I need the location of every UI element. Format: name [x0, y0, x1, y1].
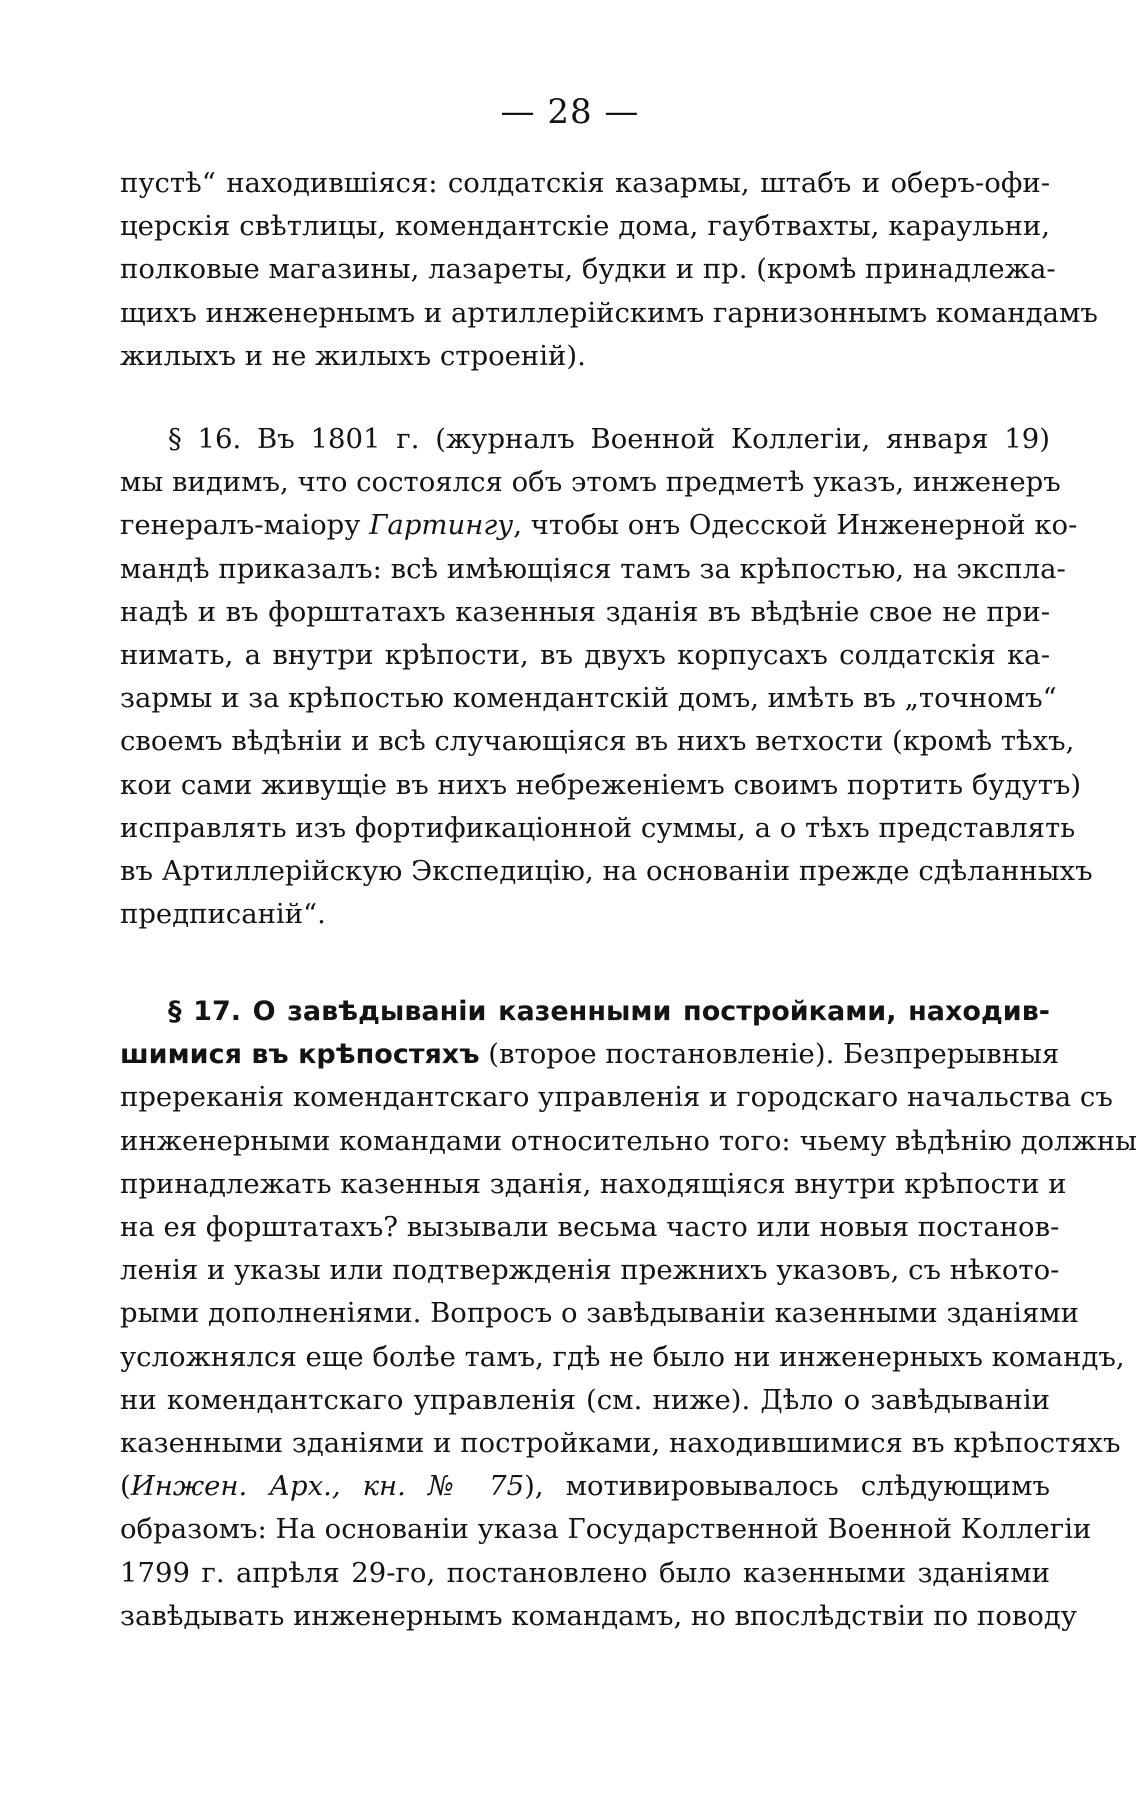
section-heading: § 17. О завѣдываніи казенными постройками, находив- [168, 996, 1050, 1027]
text-run: , чтобы онъ Одесской Инженерной ко- [513, 509, 1078, 542]
text-line: исправлять изъ фортификаціонной суммы, а о тѣхъ представлять [120, 811, 1076, 844]
text-line: инженерными командами относительно того: чьему вѣдѣнію должны [120, 1124, 1138, 1157]
text-line: предписаній“. [120, 898, 326, 931]
text-line: пустѣ“ находившіяся: солдатскія казармы, штабъ и оберъ-офи- [120, 167, 1050, 199]
text-line: на ея форштатахъ? вызывали весьма часто или новыя постанов- [120, 1211, 1060, 1244]
text-line: образомъ: На основаніи указа Государственной Военной Коллегіи [120, 1513, 1092, 1546]
section-heading-cont: шимися въ крѣпостяхъ [120, 1039, 480, 1071]
text-line [120, 504, 1078, 547]
paragraph-continuation [120, 162, 1098, 378]
text-line: 1799 г. апрѣля 29-го, постановлено было казенными зданіями [120, 1556, 1050, 1589]
section-16-paragraph [120, 418, 1093, 936]
text-line: рыми дополненіями. Вопросъ о завѣдываніи казенными зданіями [120, 1297, 1079, 1330]
text-line: пререканія комендантскаго управленія и городскаго начальства съ [120, 1081, 1113, 1114]
text-line: ленія и указы или подтвержденія прежнихъ указовъ, съ нѣкото- [120, 1254, 1060, 1287]
section-17-paragraph [120, 990, 1138, 1638]
text-line: завѣдывать инженернымъ командамъ, но впослѣдствіи по поводу [120, 1599, 1077, 1632]
text-line: кои сами живущіе въ нихъ небреженіемъ своимъ портить будутъ) [120, 768, 1082, 801]
text-line: щихъ инженернымъ и артиллерійскимъ гарнизоннымъ командамъ [120, 296, 1098, 329]
text-line: § 16. Въ 1801 г. (журналъ Военной Коллегіи, января 19) [168, 423, 1050, 455]
text-line: жилыхъ и не жилыхъ строеній). [120, 339, 586, 372]
page-number: — 28 — [500, 92, 640, 132]
text-line [120, 1033, 1060, 1076]
archive-reference: Инжен. Арх., кн. № 75 [130, 1470, 525, 1503]
text-line: нимать, а внутри крѣпости, въ двухъ корпусахъ солдатскія ка- [120, 639, 1050, 672]
text-line: мы видимъ, что состоялся объ этомъ предметѣ указъ, инженеръ [120, 466, 1061, 499]
text-line: мандѣ приказалъ: всѣ имѣющіяся тамъ за крѣпостью, на экспла- [120, 552, 1066, 585]
text-line: принадлежать казенныя зданія, находящіяся внутри крѣпости и [120, 1167, 1067, 1200]
text-line: зармы и за крѣпостью комендантскій домъ, имѣть въ „точномъ“ [120, 682, 1057, 715]
person-name: Гартингу [369, 509, 514, 542]
text-run: ( [120, 1470, 131, 1503]
text-run: ), мотивировывалось слѣдующимъ [524, 1470, 1050, 1503]
text-line: въ Артиллерійскую Экспедицію, на основаніи прежде сдѣланныхъ [120, 855, 1093, 888]
text-line: ни комендантскаго управленія (см. ниже). Дѣло о завѣдываніи [120, 1383, 1050, 1416]
text-line: усложнялся еще болѣе тамъ, гдѣ не было ни инженерныхъ командъ, [120, 1340, 1125, 1373]
text-line [120, 1465, 1050, 1508]
text-line: казенными зданіями и постройками, находившимися въ крѣпостяхъ [120, 1427, 1121, 1460]
text-line: своемъ вѣдѣніи и всѣ случающіяся въ нихъ ветхости (кромѣ тѣхъ, [120, 725, 1075, 758]
text-line: церскія свѣтлицы, комендантскіе дома, гаубтвахты, караульни, [120, 210, 1050, 243]
text-line: полковые магазины, лазареты, будки и пр. (кромѣ принадлежа- [120, 253, 1056, 286]
text-run: (второе постановленіе). Безпрерывныя [479, 1038, 1060, 1071]
text-line: надѣ и въ форштатахъ казенныя зданія въ вѣдѣніе свое не при- [120, 595, 1050, 628]
text-run: генералъ-маіору [120, 509, 370, 542]
